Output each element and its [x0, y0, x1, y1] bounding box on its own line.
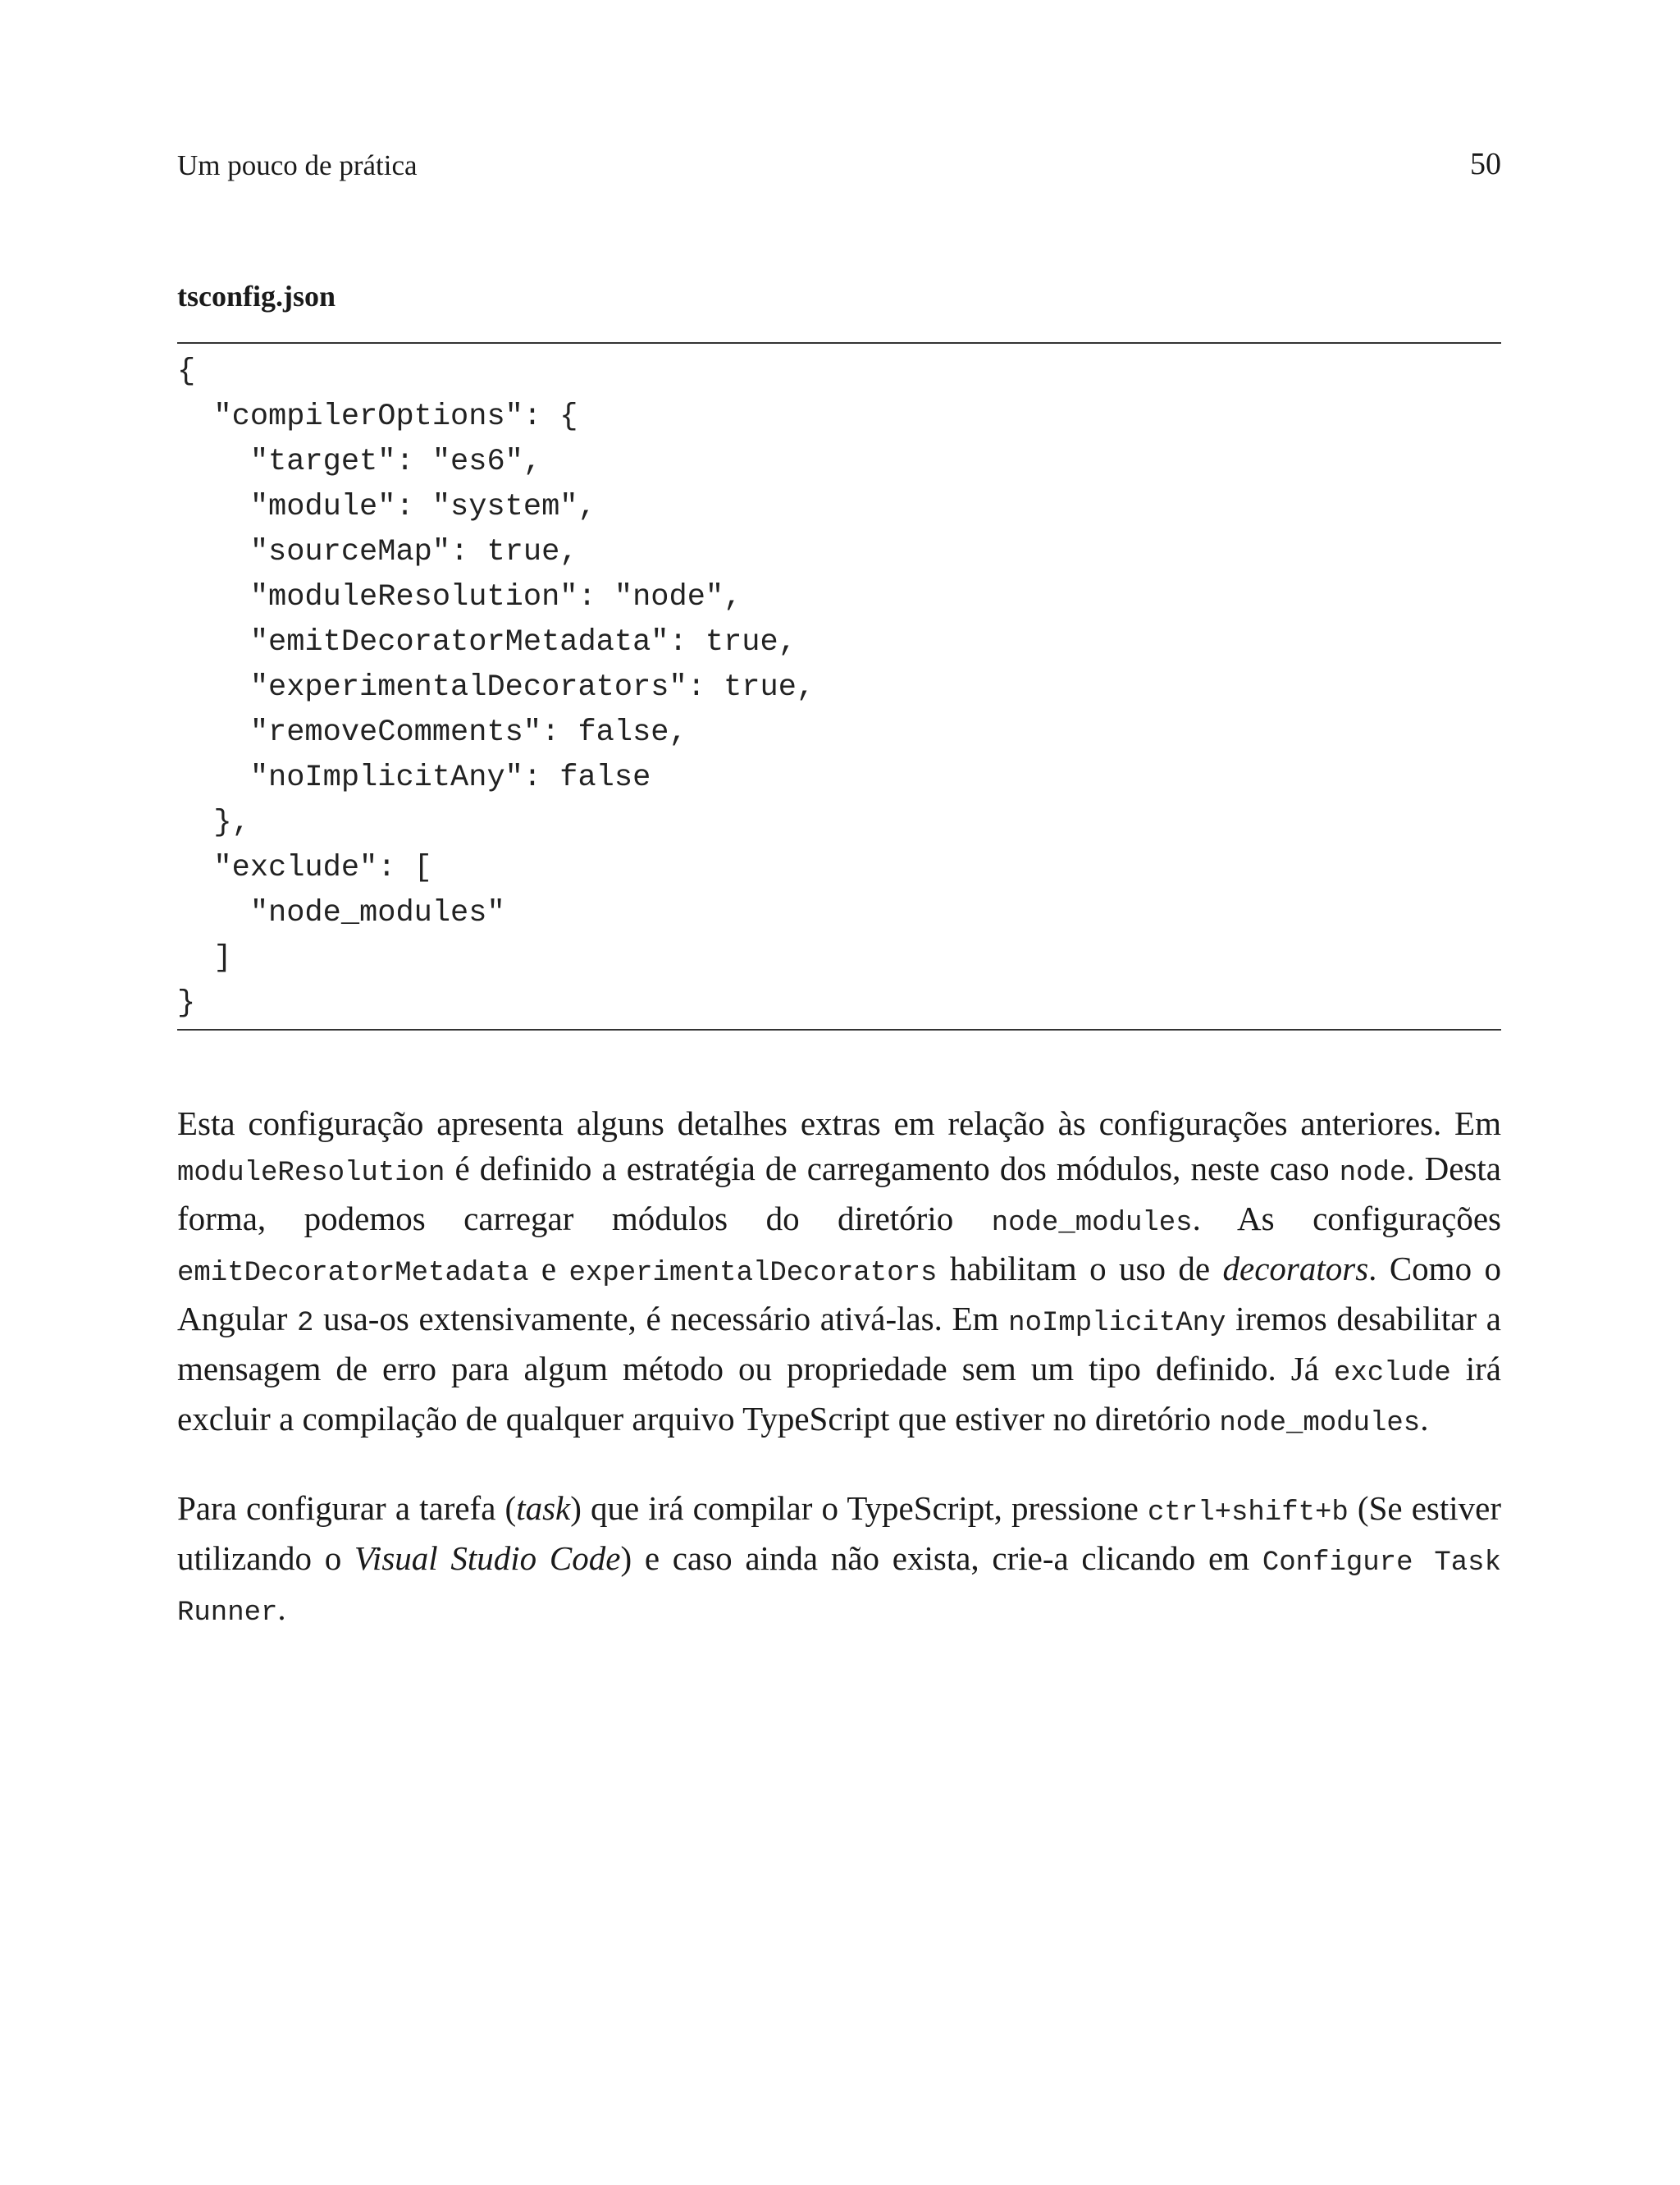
code-listing-bottom-rule	[177, 1029, 1501, 1031]
code-line: "sourceMap": true,	[177, 535, 578, 569]
code-line: "moduleResolution": "node",	[177, 580, 742, 615]
code-listing-top-rule	[177, 342, 1501, 344]
inline-code: moduleResolution	[177, 1158, 445, 1189]
page-number: 50	[1470, 147, 1501, 181]
code-listing	[177, 350, 1501, 1026]
emphasis: Visual Studio Code	[354, 1539, 621, 1577]
code-line: "node_modules"	[177, 896, 505, 930]
text-run: habilitam o uso de	[937, 1250, 1223, 1287]
text-run: .	[277, 1589, 286, 1627]
inline-code: Configure Task Runner	[177, 1547, 1501, 1629]
code-line: "emitDecoratorMetadata": true,	[177, 625, 797, 660]
inline-code: noImplicitAny	[1008, 1308, 1226, 1339]
emphasis: decorators	[1222, 1250, 1369, 1287]
code-listing-caption: tsconfig.json	[177, 280, 336, 313]
text-run: iremos desabilitar a mensagem de erro para algum método ou propriedade sem um tipo definido. Já	[177, 1300, 1501, 1387]
running-title: Um pouco de prática	[177, 149, 418, 181]
inline-code: node_modules	[1219, 1408, 1421, 1439]
code-line: "experimentalDecorators": true,	[177, 670, 815, 705]
text-run: . Como o Angular	[177, 1250, 1501, 1337]
inline-code: ctrl+shift+b	[1147, 1497, 1349, 1529]
inline-code: 2	[297, 1308, 314, 1339]
code-line: "removeComments": false,	[177, 715, 687, 750]
body-paragraph	[177, 1101, 1501, 1447]
text-run: é definido a estratégia de carregamento dos módulos, neste caso	[445, 1150, 1340, 1187]
code-line: "noImplicitAny": false	[177, 761, 651, 795]
body-paragraph	[177, 1486, 1501, 1636]
text-run: . As configurações	[1192, 1200, 1502, 1237]
emphasis: task	[516, 1489, 571, 1527]
code-line: },	[177, 806, 250, 840]
text-run: .	[1420, 1400, 1429, 1438]
text-run: e	[528, 1250, 569, 1287]
code-line: "compilerOptions": {	[177, 400, 578, 434]
text-run: ) e caso ainda não exista, crie-a clicando em	[620, 1539, 1262, 1577]
code-line: "target": "es6",	[177, 445, 542, 479]
text-run: (Se estiver utilizando o	[177, 1489, 1501, 1577]
text-run: Para configurar a tarefa (	[177, 1489, 517, 1527]
code-line: "exclude": [	[177, 851, 432, 885]
code-line: {	[177, 354, 196, 389]
code-line: "module": "system",	[177, 490, 596, 524]
inline-code: node	[1339, 1158, 1407, 1189]
text-run: ) que irá compilar o TypeScript, pressione	[570, 1489, 1148, 1527]
inline-code: experimentalDecorators	[568, 1258, 938, 1289]
code-line: }	[177, 986, 196, 1021]
text-run: Esta configuração apresenta alguns detalhes extras em relação às configurações anteriores. Em	[177, 1104, 1501, 1142]
text-run: . Desta forma, podemos carregar módulos do diretório	[177, 1150, 1501, 1237]
inline-code: emitDecoratorMetadata	[177, 1258, 529, 1289]
inline-code: exclude	[1333, 1358, 1451, 1389]
inline-code: node_modules	[991, 1208, 1193, 1239]
running-header	[177, 146, 1501, 185]
text-run: irá excluir a compilação de qualquer arquivo TypeScript que estiver no diretório	[177, 1350, 1501, 1438]
code-line: ]	[177, 941, 232, 976]
text-run: usa-os extensivamente, é necessário ativá-las. Em	[313, 1300, 1009, 1337]
